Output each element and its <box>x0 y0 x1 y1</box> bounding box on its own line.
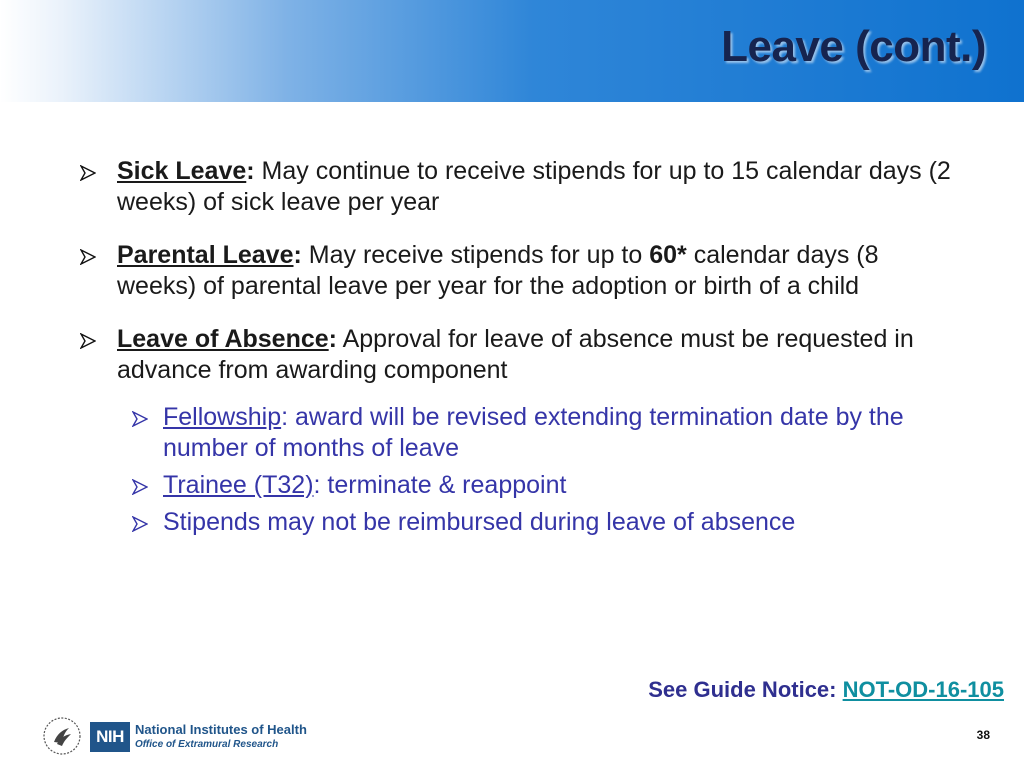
nih-logo: NIH <box>90 722 130 752</box>
arrowhead-bullet-icon <box>132 507 154 532</box>
term-parental-leave: Parental Leave <box>117 241 294 269</box>
guide-notice-link[interactable]: NOT-OD-16-105 <box>842 677 1004 702</box>
slide-title: Leave (cont.) <box>721 22 986 71</box>
sub-bullet-trainee <box>80 470 960 501</box>
term-leave-of-absence: Leave of Absence <box>117 325 329 353</box>
sub-bullet-fellowship <box>80 402 960 464</box>
slide-content <box>80 156 960 544</box>
bullet-sick-leave <box>80 156 960 218</box>
fellowship-link[interactable]: Fellowship <box>163 403 282 431</box>
arrowhead-bullet-icon <box>80 324 102 349</box>
sub-bullet-text: : award will be revised extending termination date by the number of months of leave <box>163 403 904 462</box>
arrowhead-bullet-icon <box>132 470 154 495</box>
sub-bullet-stipends <box>80 507 960 538</box>
bold-value: 60* <box>649 241 687 269</box>
term-sick-leave: Sick Leave <box>117 157 247 185</box>
bullet-parental-leave <box>80 240 960 302</box>
page-number: 38 <box>976 728 990 742</box>
term-colon: : <box>293 241 302 269</box>
term-colon: : <box>328 325 337 353</box>
hhs-eagle-logo-icon <box>42 716 82 761</box>
arrowhead-bullet-icon <box>80 240 102 265</box>
term-colon: : <box>246 157 255 185</box>
sub-bullet-text: Stipends may not be reimbursed during leave of absence <box>163 508 796 536</box>
trainee-t32-link[interactable]: Trainee (T32) <box>163 471 314 499</box>
bullet-leave-of-absence <box>80 324 960 386</box>
guide-notice <box>648 677 1004 703</box>
nih-name: National Institutes of Health <box>135 722 307 737</box>
arrowhead-bullet-icon <box>80 156 102 181</box>
nih-office: Office of Extramural Research <box>135 739 279 750</box>
bullet-text: calendar days (8 weeks) of parental leave per year for the adoption or birth of a child <box>117 241 879 300</box>
bullet-text: May receive stipends for up to <box>301 241 650 269</box>
sub-bullet-text: : terminate & reappoint <box>313 471 567 499</box>
guide-notice-label: See Guide Notice: <box>648 677 843 702</box>
arrowhead-bullet-icon <box>132 402 154 427</box>
header-banner <box>0 0 1024 102</box>
bullet-text: May continue to receive stipends for up to 15 calendar days (2 weeks) of sick leave per year <box>117 157 951 216</box>
bullet-text: Approval for leave of absence must be requested in advance from awarding component <box>117 325 914 384</box>
